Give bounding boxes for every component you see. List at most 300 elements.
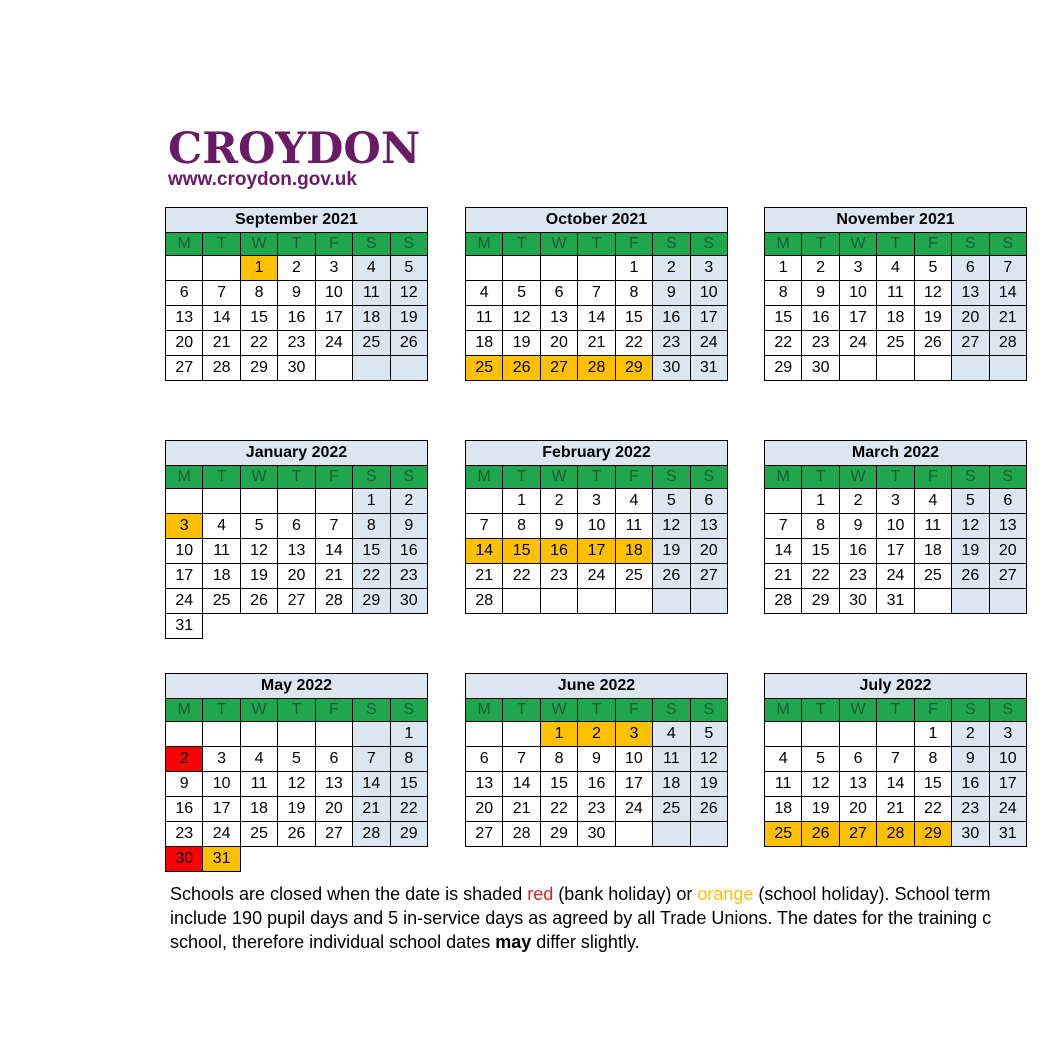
day-cell: 17 <box>989 772 1026 797</box>
day-cell: 5 <box>802 747 839 772</box>
weekday-header: M <box>466 466 503 489</box>
day-cell: 15 <box>240 306 277 331</box>
day-cell: 13 <box>466 772 503 797</box>
note-text: differ slightly. <box>531 932 640 952</box>
day-cell: 7 <box>989 256 1026 281</box>
day-cell: 26 <box>278 822 315 847</box>
day-cell: 28 <box>578 356 615 381</box>
day-cell: 9 <box>278 281 315 306</box>
day-cell: 15 <box>914 772 951 797</box>
day-cell: 21 <box>353 797 390 822</box>
empty-cell <box>914 356 951 381</box>
weekday-header: W <box>240 233 277 256</box>
empty-cell <box>240 489 277 514</box>
weekday-header: S <box>989 466 1026 489</box>
day-cell: 27 <box>690 564 727 589</box>
empty-cell <box>353 614 390 639</box>
day-cell: 15 <box>540 772 577 797</box>
day-cell: 8 <box>390 747 427 772</box>
weekday-header: T <box>503 466 540 489</box>
weekday-header: S <box>989 699 1026 722</box>
day-cell: 15 <box>390 772 427 797</box>
day-cell: 1 <box>503 489 540 514</box>
empty-cell <box>802 722 839 747</box>
empty-cell <box>353 722 390 747</box>
weekday-header: M <box>765 466 802 489</box>
empty-cell <box>952 356 989 381</box>
day-cell: 7 <box>503 747 540 772</box>
day-cell: 4 <box>653 722 690 747</box>
day-cell: 22 <box>914 797 951 822</box>
day-cell: 6 <box>952 256 989 281</box>
day-cell: 12 <box>503 306 540 331</box>
weekday-header: S <box>390 466 427 489</box>
day-cell: 20 <box>278 564 315 589</box>
day-cell: 13 <box>690 514 727 539</box>
day-cell: 24 <box>315 331 352 356</box>
day-cell: 24 <box>989 797 1026 822</box>
day-cell: 28 <box>989 331 1026 356</box>
day-cell: 9 <box>540 514 577 539</box>
day-cell: 3 <box>166 514 203 539</box>
day-cell: 12 <box>278 772 315 797</box>
weekday-header: W <box>240 466 277 489</box>
month-calendar <box>764 673 1027 847</box>
weekday-header: T <box>578 233 615 256</box>
day-cell: 26 <box>503 356 540 381</box>
day-cell: 10 <box>203 772 240 797</box>
day-cell: 27 <box>952 331 989 356</box>
month-calendar <box>165 207 428 381</box>
day-cell: 19 <box>653 539 690 564</box>
empty-cell <box>914 589 951 614</box>
day-cell: 10 <box>615 747 652 772</box>
day-cell: 8 <box>615 281 652 306</box>
empty-cell <box>989 356 1026 381</box>
day-cell: 22 <box>240 331 277 356</box>
empty-cell <box>690 822 727 847</box>
day-cell: 28 <box>203 356 240 381</box>
day-cell: 17 <box>578 539 615 564</box>
day-cell: 23 <box>278 331 315 356</box>
weekday-header: T <box>802 466 839 489</box>
empty-cell <box>466 256 503 281</box>
day-cell: 2 <box>653 256 690 281</box>
day-cell: 2 <box>802 256 839 281</box>
day-cell: 14 <box>765 539 802 564</box>
day-cell: 14 <box>315 539 352 564</box>
day-cell: 11 <box>203 539 240 564</box>
day-cell: 1 <box>540 722 577 747</box>
day-cell: 9 <box>839 514 876 539</box>
weekday-header: F <box>914 699 951 722</box>
weekday-header: T <box>578 466 615 489</box>
day-cell: 26 <box>690 797 727 822</box>
day-cell: 29 <box>802 589 839 614</box>
empty-cell <box>653 822 690 847</box>
day-cell: 11 <box>240 772 277 797</box>
day-cell: 23 <box>540 564 577 589</box>
day-cell: 4 <box>240 747 277 772</box>
day-cell: 27 <box>989 564 1026 589</box>
weekday-header: W <box>540 699 577 722</box>
day-cell: 23 <box>802 331 839 356</box>
weekday-header: S <box>653 699 690 722</box>
day-cell: 8 <box>240 281 277 306</box>
closure-note <box>170 882 1061 954</box>
day-cell: 28 <box>765 589 802 614</box>
day-cell: 9 <box>952 747 989 772</box>
day-cell: 12 <box>690 747 727 772</box>
empty-cell <box>578 589 615 614</box>
month-calendar <box>465 207 728 381</box>
day-cell: 18 <box>353 306 390 331</box>
day-cell: 20 <box>540 331 577 356</box>
weekday-header: M <box>166 466 203 489</box>
weekday-header: S <box>690 233 727 256</box>
weekday-header: M <box>466 233 503 256</box>
month-title: September 2021 <box>166 208 428 233</box>
day-cell: 11 <box>615 514 652 539</box>
empty-cell <box>615 589 652 614</box>
empty-cell <box>166 256 203 281</box>
day-cell: 19 <box>390 306 427 331</box>
day-cell: 20 <box>466 797 503 822</box>
day-cell: 19 <box>503 331 540 356</box>
day-cell: 3 <box>839 256 876 281</box>
empty-cell <box>690 589 727 614</box>
empty-cell <box>203 256 240 281</box>
day-cell: 29 <box>615 356 652 381</box>
empty-cell <box>877 722 914 747</box>
empty-cell <box>166 722 203 747</box>
day-cell: 22 <box>615 331 652 356</box>
day-cell: 28 <box>353 822 390 847</box>
day-cell: 16 <box>952 772 989 797</box>
month-title: November 2021 <box>765 208 1027 233</box>
month-title: January 2022 <box>166 441 428 466</box>
day-cell: 21 <box>315 564 352 589</box>
day-cell: 7 <box>353 747 390 772</box>
weekday-header: F <box>914 466 951 489</box>
day-cell: 11 <box>765 772 802 797</box>
note-bold-word: may <box>495 932 532 952</box>
day-cell: 20 <box>315 797 352 822</box>
day-cell: 13 <box>839 772 876 797</box>
weekday-header: M <box>166 233 203 256</box>
empty-cell <box>503 589 540 614</box>
day-cell: 13 <box>278 539 315 564</box>
day-cell: 1 <box>390 722 427 747</box>
empty-cell <box>503 722 540 747</box>
day-cell: 13 <box>540 306 577 331</box>
day-cell: 18 <box>877 306 914 331</box>
day-cell: 16 <box>390 539 427 564</box>
weekday-header: M <box>765 699 802 722</box>
month-title: June 2022 <box>466 674 728 699</box>
day-cell: 16 <box>578 772 615 797</box>
weekday-header: T <box>802 233 839 256</box>
day-cell: 6 <box>540 281 577 306</box>
empty-cell <box>353 847 390 872</box>
day-cell: 21 <box>466 564 503 589</box>
day-cell: 3 <box>877 489 914 514</box>
empty-cell <box>653 589 690 614</box>
weekday-header: F <box>615 699 652 722</box>
day-cell: 13 <box>315 772 352 797</box>
day-cell: 27 <box>278 589 315 614</box>
day-cell: 6 <box>315 747 352 772</box>
day-cell: 4 <box>466 281 503 306</box>
empty-cell <box>166 489 203 514</box>
day-cell: 30 <box>578 822 615 847</box>
day-cell: 14 <box>578 306 615 331</box>
day-cell: 24 <box>877 564 914 589</box>
day-cell: 19 <box>240 564 277 589</box>
day-cell: 18 <box>765 797 802 822</box>
month-title: May 2022 <box>166 674 428 699</box>
day-cell: 23 <box>390 564 427 589</box>
day-cell: 21 <box>765 564 802 589</box>
day-cell: 29 <box>390 822 427 847</box>
weekday-header: S <box>653 466 690 489</box>
weekday-header: W <box>540 233 577 256</box>
day-cell: 14 <box>503 772 540 797</box>
day-cell: 12 <box>952 514 989 539</box>
day-cell: 4 <box>353 256 390 281</box>
weekday-header: S <box>353 233 390 256</box>
month-calendar <box>165 440 428 639</box>
day-cell: 30 <box>653 356 690 381</box>
day-cell: 13 <box>952 281 989 306</box>
day-cell: 9 <box>653 281 690 306</box>
day-cell: 23 <box>839 564 876 589</box>
day-cell: 22 <box>540 797 577 822</box>
day-cell: 30 <box>802 356 839 381</box>
day-cell: 30 <box>839 589 876 614</box>
day-cell: 17 <box>203 797 240 822</box>
weekday-header: F <box>315 466 352 489</box>
weekday-header: T <box>203 699 240 722</box>
weekday-header: W <box>839 699 876 722</box>
day-cell: 27 <box>540 356 577 381</box>
note-red-word: red <box>527 884 554 904</box>
day-cell: 6 <box>278 514 315 539</box>
day-cell: 7 <box>765 514 802 539</box>
weekday-header: S <box>690 699 727 722</box>
weekday-header: T <box>278 233 315 256</box>
day-cell: 19 <box>278 797 315 822</box>
weekday-header: S <box>690 466 727 489</box>
day-cell: 5 <box>914 256 951 281</box>
empty-cell <box>278 847 315 872</box>
empty-cell <box>203 489 240 514</box>
day-cell: 11 <box>466 306 503 331</box>
weekday-header: T <box>278 466 315 489</box>
day-cell: 16 <box>839 539 876 564</box>
day-cell: 2 <box>390 489 427 514</box>
empty-cell <box>353 356 390 381</box>
empty-cell <box>540 589 577 614</box>
day-cell: 3 <box>203 747 240 772</box>
day-cell: 27 <box>466 822 503 847</box>
day-cell: 14 <box>203 306 240 331</box>
day-cell: 4 <box>914 489 951 514</box>
day-cell: 30 <box>390 589 427 614</box>
note-orange-word: orange <box>697 884 754 904</box>
note-line-1 <box>170 882 1061 906</box>
empty-cell <box>503 256 540 281</box>
weekday-header: T <box>503 233 540 256</box>
day-cell: 25 <box>765 822 802 847</box>
weekday-header: T <box>802 699 839 722</box>
day-cell: 26 <box>952 564 989 589</box>
day-cell: 24 <box>203 822 240 847</box>
day-cell: 31 <box>166 614 203 639</box>
day-cell: 17 <box>615 772 652 797</box>
day-cell: 17 <box>690 306 727 331</box>
empty-cell <box>315 489 352 514</box>
weekday-header: F <box>615 466 652 489</box>
weekday-header: W <box>839 233 876 256</box>
day-cell: 29 <box>914 822 951 847</box>
day-cell: 1 <box>802 489 839 514</box>
day-cell: 29 <box>765 356 802 381</box>
day-cell: 17 <box>839 306 876 331</box>
logo-title: CROYDON <box>168 124 421 174</box>
weekday-header: T <box>877 699 914 722</box>
day-cell: 1 <box>240 256 277 281</box>
empty-cell <box>315 614 352 639</box>
empty-cell <box>278 722 315 747</box>
weekday-header: T <box>278 699 315 722</box>
note-text: school, therefore individual school dates <box>170 932 496 952</box>
day-cell: 5 <box>952 489 989 514</box>
weekday-header: T <box>877 233 914 256</box>
day-cell: 26 <box>914 331 951 356</box>
day-cell: 8 <box>765 281 802 306</box>
weekday-header: W <box>540 466 577 489</box>
day-cell: 3 <box>615 722 652 747</box>
day-cell: 16 <box>166 797 203 822</box>
day-cell: 20 <box>989 539 1026 564</box>
note-text: (school holiday). School term <box>753 884 991 904</box>
empty-cell <box>765 722 802 747</box>
weekday-header: T <box>203 233 240 256</box>
croydon-logo <box>168 126 428 190</box>
day-cell: 25 <box>615 564 652 589</box>
day-cell: 12 <box>802 772 839 797</box>
weekday-header: T <box>503 699 540 722</box>
empty-cell <box>877 356 914 381</box>
day-cell: 21 <box>203 331 240 356</box>
day-cell: 11 <box>914 514 951 539</box>
month-title: March 2022 <box>765 441 1027 466</box>
day-cell: 2 <box>952 722 989 747</box>
day-cell: 28 <box>466 589 503 614</box>
day-cell: 20 <box>166 331 203 356</box>
day-cell: 5 <box>240 514 277 539</box>
weekday-header: S <box>353 466 390 489</box>
day-cell: 23 <box>952 797 989 822</box>
day-cell: 31 <box>877 589 914 614</box>
weekday-header: M <box>765 233 802 256</box>
day-cell: 17 <box>877 539 914 564</box>
day-cell: 10 <box>839 281 876 306</box>
day-cell: 24 <box>615 797 652 822</box>
day-cell: 23 <box>653 331 690 356</box>
day-cell: 27 <box>166 356 203 381</box>
day-cell: 6 <box>989 489 1026 514</box>
day-cell: 20 <box>839 797 876 822</box>
day-cell: 1 <box>353 489 390 514</box>
day-cell: 19 <box>952 539 989 564</box>
weekday-header: M <box>466 699 503 722</box>
day-cell: 9 <box>166 772 203 797</box>
day-cell: 1 <box>914 722 951 747</box>
note-text: (bank holiday) or <box>553 884 698 904</box>
day-cell: 26 <box>653 564 690 589</box>
day-cell: 10 <box>989 747 1026 772</box>
empty-cell <box>390 614 427 639</box>
day-cell: 22 <box>390 797 427 822</box>
day-cell: 31 <box>690 356 727 381</box>
day-cell: 30 <box>166 847 203 872</box>
day-cell: 8 <box>914 747 951 772</box>
day-cell: 9 <box>390 514 427 539</box>
note-text: Schools are closed when the date is shaded <box>170 884 528 904</box>
day-cell: 2 <box>166 747 203 772</box>
day-cell: 22 <box>353 564 390 589</box>
day-cell: 14 <box>877 772 914 797</box>
day-cell: 18 <box>466 331 503 356</box>
empty-cell <box>390 356 427 381</box>
day-cell: 4 <box>877 256 914 281</box>
day-cell: 2 <box>540 489 577 514</box>
day-cell: 2 <box>839 489 876 514</box>
day-cell: 25 <box>914 564 951 589</box>
day-cell: 10 <box>690 281 727 306</box>
day-cell: 12 <box>653 514 690 539</box>
day-cell: 8 <box>353 514 390 539</box>
empty-cell <box>315 722 352 747</box>
empty-cell <box>315 847 352 872</box>
day-cell: 24 <box>690 331 727 356</box>
day-cell: 14 <box>353 772 390 797</box>
empty-cell <box>315 356 352 381</box>
day-cell: 27 <box>839 822 876 847</box>
day-cell: 6 <box>690 489 727 514</box>
day-cell: 20 <box>952 306 989 331</box>
day-cell: 28 <box>877 822 914 847</box>
weekday-header: S <box>989 233 1026 256</box>
day-cell: 12 <box>240 539 277 564</box>
empty-cell <box>203 614 240 639</box>
weekday-header: M <box>166 699 203 722</box>
month-title: July 2022 <box>765 674 1027 699</box>
day-cell: 20 <box>690 539 727 564</box>
day-cell: 22 <box>765 331 802 356</box>
weekday-header: F <box>914 233 951 256</box>
empty-cell <box>765 489 802 514</box>
day-cell: 21 <box>578 331 615 356</box>
empty-cell <box>240 614 277 639</box>
day-cell: 16 <box>540 539 577 564</box>
day-cell: 25 <box>466 356 503 381</box>
weekday-header: S <box>952 699 989 722</box>
day-cell: 15 <box>615 306 652 331</box>
day-cell: 5 <box>653 489 690 514</box>
